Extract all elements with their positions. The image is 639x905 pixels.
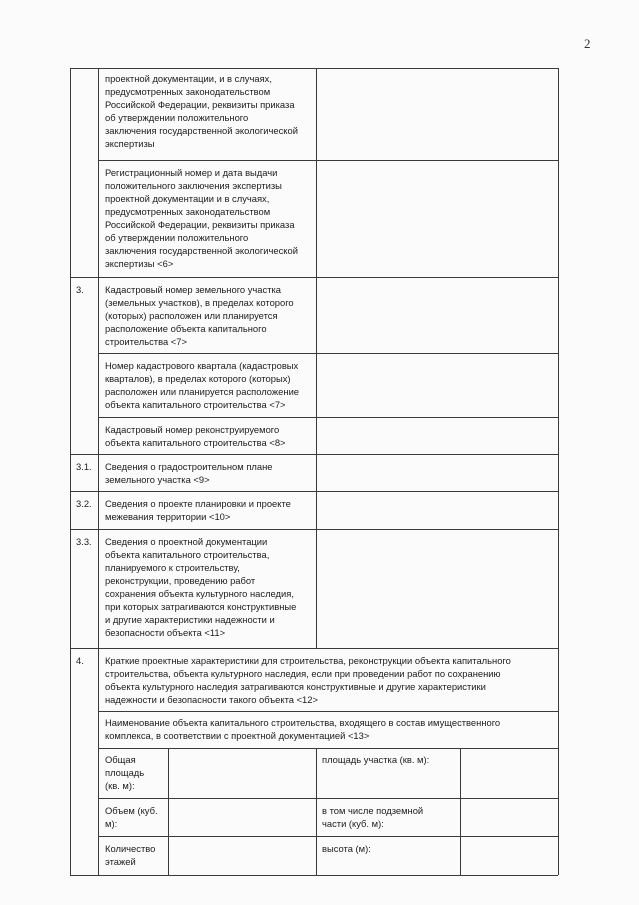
row-gradplan-text: Сведения о градостроительном плане земельного участка <9>	[105, 461, 273, 485]
column-divider	[168, 748, 169, 875]
row-divider	[70, 491, 558, 492]
row-approval-order-text: проектной документации, и в случаях, предусмотренных законодательством Российской Федерации, реквизиты приказа об утверждении положительного заключения государственной экологической экспертизы	[105, 73, 298, 149]
total-area-label: Общая площадь (кв. м):	[105, 754, 145, 791]
row-cadastral-quarter-text: Номер кадастрового квартала (кадастровых кварталов), в пределах которого (которых) расположен или планируется расположение объекта капитального строительства <7>	[105, 360, 300, 410]
row-divider	[70, 454, 558, 455]
row-design-characteristics-text: Краткие проектные характеристики для строительства, реконструкции объекта капитального строительства, объекта культурного наследия, если при проведении работ по сохранению объекта культурного наследия затрагиваются конструктивные и другие характеристики надежности и безопасности такого объекта <12>	[105, 655, 511, 705]
row-number-4: 4.	[76, 655, 84, 666]
row-reconstructed-object-text: Кадастровый номер реконструируемого объекта капитального строительства <8>	[105, 424, 286, 448]
underground-volume-label: в том числе подземной части (куб. м):	[322, 805, 424, 829]
row-divider	[98, 798, 558, 799]
row-divider	[98, 160, 558, 161]
row-divider	[70, 529, 558, 530]
row-divider	[70, 875, 558, 876]
volume-label: Объем (куб. м):	[105, 805, 158, 829]
column-divider	[98, 68, 99, 875]
column-divider	[316, 68, 317, 648]
row-divider	[70, 648, 558, 649]
floors-count-label: Количество этажей	[105, 843, 156, 867]
plot-area-label: площадь участка (кв. м):	[322, 754, 430, 765]
row-number-3-3: 3.3.	[76, 536, 92, 547]
row-project-documentation-text: Сведения о проектной документации объекта капитального строительства, планируемого к строительству, реконструкции, проведению работ сохранения объекта культурного наследия, при которых затрагиваются конструктивные и другие характеристики надежности и безопасности объекта <11>	[105, 536, 297, 638]
page-number: 2	[584, 36, 591, 51]
row-divider	[98, 748, 558, 749]
row-divider	[98, 836, 558, 837]
row-number-3-1: 3.1.	[76, 461, 92, 472]
row-divider	[98, 353, 558, 354]
column-divider	[316, 748, 317, 875]
row-divider	[98, 711, 558, 712]
row-divider	[98, 417, 558, 418]
height-label: высота (м):	[322, 843, 371, 854]
column-divider	[558, 68, 559, 875]
row-divider	[70, 68, 558, 69]
row-number-3: 3.	[76, 284, 84, 295]
row-object-name-text: Наименование объекта капитального строительства, входящего в состав имущественного комплекса, в соответствии с проектной документацией <13>	[105, 717, 501, 741]
row-expertise-registration-text: Регистрационный номер и дата выдачи положительного заключения экспертизы проектной документации и в случаях, предусмотренных законодательством Российской Федерации, реквизиты приказа об утверждении положительного заключения государственной экологической экспертизы <6>	[105, 167, 298, 269]
row-number-3-2: 3.2.	[76, 498, 92, 509]
column-divider	[460, 748, 461, 875]
column-divider	[70, 68, 71, 875]
row-planning-project-text: Сведения о проекте планировки и проекте межевания территории <10>	[105, 498, 291, 522]
row-divider	[70, 277, 558, 278]
row-cadastral-plot-text: Кадастровый номер земельного участка (земельных участков), в пределах которого (которых) расположен или планируется расположение объекта капитального строительства <7>	[105, 284, 294, 347]
